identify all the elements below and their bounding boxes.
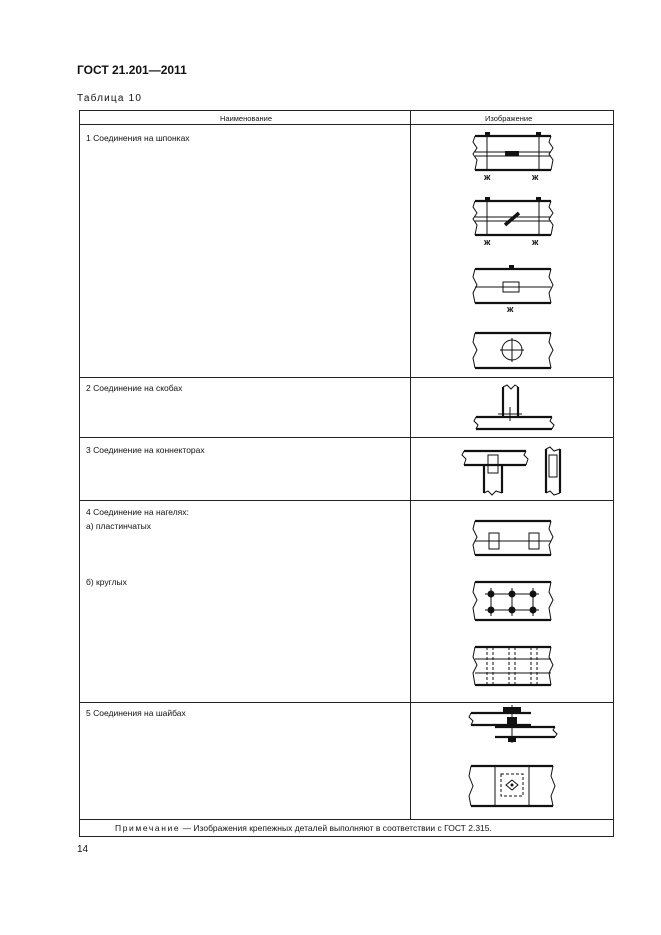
row-divider <box>80 377 613 378</box>
connector-joint-icon <box>458 443 533 498</box>
svg-text:ж: ж <box>507 304 514 314</box>
row-divider <box>80 819 613 820</box>
row-divider <box>80 500 613 501</box>
column-header-name: Наименование <box>220 114 272 123</box>
header-divider <box>80 124 613 125</box>
note-prefix: Примечание <box>115 823 181 833</box>
row-4-label: 4 Соединение на нагелях: <box>86 507 189 517</box>
row-4b-label: б) круглых <box>86 577 127 587</box>
key-joint-round-icon <box>465 328 560 376</box>
round-dowel-section-icon <box>465 643 560 693</box>
standard-title: ГОСТ 21.201—2011 <box>77 63 187 77</box>
page-number: 14 <box>77 844 89 855</box>
row-5-label: 5 Соединения на шайбах <box>86 708 186 718</box>
key-joint-inclined-icon <box>465 195 560 247</box>
row-1-label: 1 Соединения на шпонках <box>86 133 190 143</box>
key-joint-rect-icon <box>465 263 560 313</box>
row-3-label: 3 Соединение на коннекторах <box>86 445 205 455</box>
note-text: — Изображения крепежных деталей выполняют в соответствии с ГОСТ 2.315. <box>180 823 492 833</box>
row-2-label: 2 Соединение на скобах <box>86 383 183 393</box>
row-divider <box>80 437 613 438</box>
round-dowel-icon <box>465 578 560 628</box>
connector-joint-side-icon <box>538 443 568 498</box>
staple-joint-icon <box>470 383 560 433</box>
washer-joint-section-icon <box>465 705 560 745</box>
svg-text:ж: ж <box>484 237 491 247</box>
table-caption: Таблица 10 <box>77 93 143 104</box>
svg-text:ж: ж <box>532 237 539 247</box>
row-4a-label: а) пластинчатых <box>86 521 152 531</box>
table-note <box>115 823 492 833</box>
svg-text:ж: ж <box>484 172 491 182</box>
column-divider <box>410 111 411 819</box>
svg-text:ж: ж <box>532 172 539 182</box>
column-header-image: Изображение <box>485 114 533 123</box>
plate-dowel-icon <box>465 515 560 565</box>
key-joint-straight-icon <box>465 130 560 182</box>
washer-joint-plan-icon <box>465 762 560 812</box>
row-divider <box>80 702 613 703</box>
